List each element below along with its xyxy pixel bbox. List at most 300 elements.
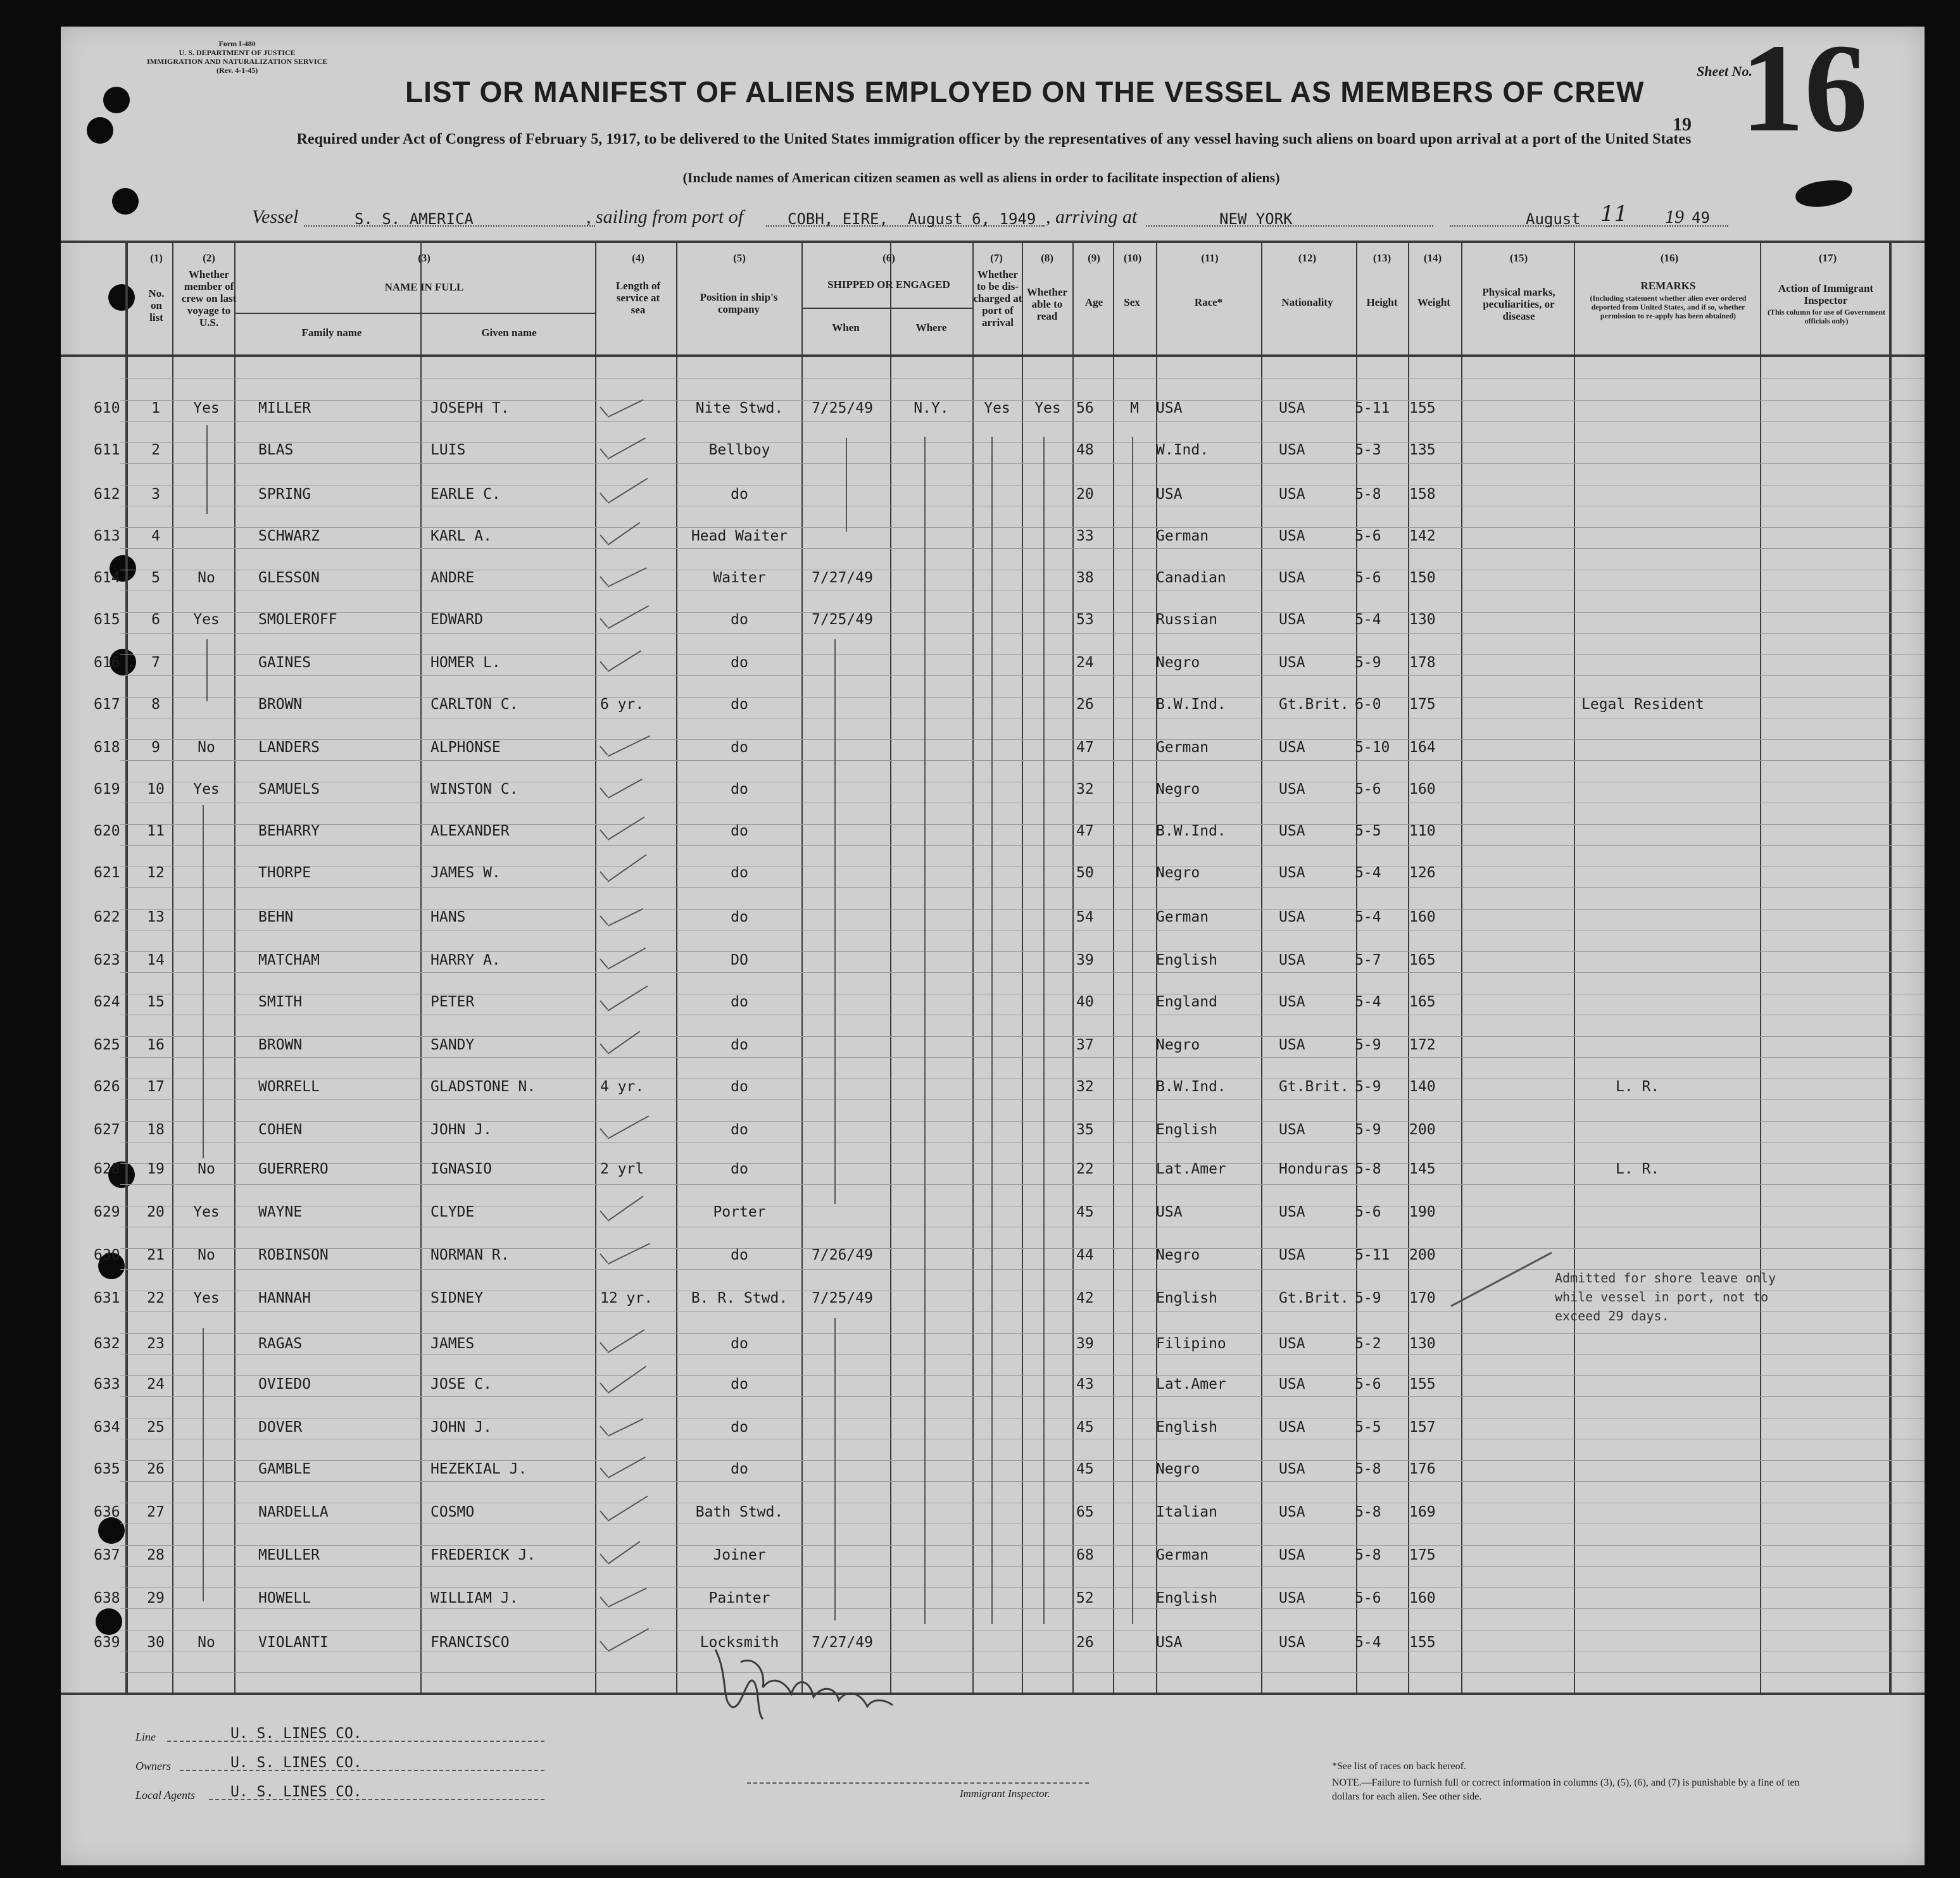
age: 47 (1076, 823, 1094, 839)
height: 5-9 (1355, 1290, 1381, 1306)
col11-number: (11) (1201, 252, 1219, 264)
row-index: 622 (94, 909, 120, 925)
age: 52 (1076, 1590, 1094, 1606)
nationality: USA (1279, 1461, 1305, 1477)
race: English (1156, 1122, 1217, 1138)
position: do (731, 865, 748, 881)
row-number: 9 (151, 739, 160, 756)
given-name: LUIS (430, 442, 466, 458)
row-number: 16 (147, 1037, 165, 1053)
given-name: JOHN J. (430, 1419, 492, 1436)
col7-number: (7) (990, 252, 1003, 264)
ruled-line (120, 845, 1925, 846)
age: 26 (1076, 696, 1094, 713)
ditto-stroke (206, 639, 208, 701)
position: do (731, 781, 748, 798)
age: 43 (1076, 1376, 1094, 1393)
discharged: Yes (984, 400, 1010, 416)
header-bottom-border (61, 354, 1925, 357)
col17-header: Action of Immigrant Inspector (1778, 282, 1874, 306)
age: 54 (1076, 909, 1094, 925)
row-index: 615 (94, 611, 120, 628)
nationality: USA (1279, 909, 1305, 925)
given-name: JOSE C. (430, 1376, 492, 1393)
given-name: WINSTON C. (430, 781, 518, 798)
family-name: GAINES (258, 654, 311, 671)
col4-header: Length of service at sea (615, 280, 661, 316)
given-name: SANDY (430, 1037, 475, 1053)
weight: 160 (1409, 781, 1436, 798)
requirement-text: Required under Act of Congress of February 5, 1917, to be delivered to the United States immigration officer by the representatives of any vessel having such aliens on board upon arrival at a port of the United States (296, 131, 1692, 147)
age: 53 (1076, 611, 1094, 628)
ruled-line (120, 1121, 1925, 1122)
age: 26 (1076, 1634, 1094, 1651)
prior-voyage: Yes (193, 1204, 220, 1220)
weight: 164 (1409, 739, 1436, 756)
sheet-number: 16 (1741, 18, 1868, 158)
family-name: GLESSON (258, 570, 320, 586)
age: 35 (1076, 1122, 1094, 1138)
column-rule (972, 241, 974, 1693)
arriving-label: , arriving at (1046, 206, 1138, 227)
position: do (731, 1247, 748, 1263)
arrival-year-suffix: 49 (1692, 209, 1710, 227)
row-index: 625 (94, 1037, 120, 1053)
row-number: 4 (151, 528, 160, 544)
col9-header: Age (1084, 296, 1103, 308)
sex: M (1130, 400, 1139, 416)
prior-voyage: Yes (193, 400, 220, 416)
ruled-line (120, 760, 1925, 761)
col8-header: Whether able to read (1026, 286, 1068, 322)
race: Italian (1156, 1504, 1217, 1520)
ruled-line (120, 972, 1925, 973)
nationality: USA (1279, 442, 1305, 458)
arrival-day: 11 (1600, 201, 1628, 227)
column-rule (420, 241, 422, 1693)
punch-hole (103, 87, 130, 113)
punch-hole (96, 1608, 122, 1635)
col7-header: Whether to be dis-charged at port of arrival (973, 268, 1022, 329)
age: 39 (1076, 952, 1094, 968)
row-index: 618 (94, 739, 120, 756)
height: 5-6 (1355, 1204, 1381, 1220)
age: 32 (1076, 781, 1094, 798)
nationality: USA (1279, 528, 1305, 544)
row-index: 617 (94, 696, 120, 713)
row-number: 5 (151, 570, 160, 586)
race: Negro (1156, 865, 1200, 881)
position: do (731, 1461, 748, 1477)
family-name: MEULLER (258, 1547, 320, 1563)
height: 5-8 (1355, 1547, 1381, 1563)
ditto-stroke (203, 1328, 204, 1601)
nationality: USA (1279, 486, 1305, 503)
length-of-service: 6 yr. (600, 696, 644, 713)
given-name: ANDRE (430, 570, 475, 586)
race: German (1156, 739, 1209, 756)
family-name: GUERRERO (258, 1161, 329, 1177)
row-index: 623 (94, 952, 120, 968)
ruled-line (120, 1396, 1925, 1397)
given-name: HOMER L. (430, 654, 501, 671)
inspector-label: Immigrant Inspector. (960, 1787, 1050, 1800)
row-index: 614 (94, 570, 120, 586)
family-name: SMOLEROFF (258, 611, 337, 628)
ruled-line (120, 1460, 1925, 1461)
row-number: 7 (151, 654, 160, 671)
given-name: JOHN J. (430, 1122, 492, 1138)
race: Lat.Amer (1156, 1376, 1226, 1393)
col10-header: Sex (1124, 296, 1140, 308)
row-number: 22 (147, 1290, 165, 1306)
column-rule (801, 241, 803, 1693)
vessel-label: Vessel (252, 206, 299, 227)
weight: 110 (1409, 823, 1436, 839)
arrival-port: NEW YORK (1219, 210, 1293, 228)
length-of-service: 4 yr. (600, 1079, 644, 1095)
ruled-line (120, 1630, 1925, 1631)
race: Filipino (1156, 1336, 1226, 1352)
ruled-line (120, 1036, 1925, 1037)
sheet-label: Sheet No. (1697, 63, 1752, 79)
col4-number: (4) (632, 252, 644, 264)
col15-header: Physical marks, peculiarities, or disease (1482, 286, 1555, 322)
ruled-line (120, 527, 1925, 528)
height: 5-11 (1355, 400, 1390, 416)
race: USA (1156, 1634, 1183, 1651)
race: USA (1156, 1204, 1183, 1220)
ruled-line (120, 548, 1925, 549)
nationality: USA (1279, 823, 1305, 839)
departure-port: COBH, EIRE, (788, 210, 888, 228)
race: Russian (1156, 611, 1217, 628)
age: 44 (1076, 1247, 1094, 1263)
age: 48 (1076, 442, 1094, 458)
nationality: USA (1279, 1547, 1305, 1563)
row-number: 17 (147, 1079, 165, 1095)
column-rule (1113, 241, 1114, 1693)
weight: 160 (1409, 909, 1436, 925)
row-index: 632 (94, 1336, 120, 1352)
prior-voyage: Yes (193, 1290, 220, 1306)
col8-number: (8) (1041, 252, 1053, 264)
ditto-stroke (924, 437, 926, 1624)
shipped-when: 7/26/49 (812, 1247, 873, 1263)
row-index: 611 (94, 442, 120, 458)
row-number: 1 (151, 400, 160, 416)
given-name: HANS (430, 909, 466, 925)
row-index: 631 (94, 1290, 120, 1306)
nationality: USA (1279, 1122, 1305, 1138)
nationality: USA (1279, 400, 1305, 416)
race: Negro (1156, 654, 1200, 671)
weight: 200 (1409, 1122, 1436, 1138)
prior-voyage: No (198, 570, 215, 586)
race: Lat.Amer (1156, 1161, 1226, 1177)
weight: 175 (1409, 696, 1436, 713)
column-rule (1760, 241, 1761, 1693)
nationality: USA (1279, 994, 1305, 1010)
position: Porter (713, 1204, 766, 1220)
col16-subheader: (Including statement whether alien ever ordered deported from United States, and if so, whether permission to re-apply has been obtained) (1590, 294, 1747, 320)
given-name: COSMO (430, 1504, 475, 1520)
family-name: NARDELLA (258, 1504, 329, 1520)
race: Negro (1156, 781, 1200, 798)
position: do (731, 1122, 748, 1138)
name-subheader-line (234, 313, 595, 314)
weight: 126 (1409, 865, 1436, 881)
col1-header: No. on list (148, 287, 165, 323)
shore-leave-remark: Admitted for shore leave only while vessel in port, not to exceed 29 days. (1555, 1270, 1776, 1324)
prior-voyage: No (198, 739, 215, 756)
age: 56 (1076, 400, 1094, 416)
weight: 135 (1409, 442, 1436, 458)
col1-number: (1) (150, 252, 163, 264)
agents-value: U. S. LINES CO. (230, 1784, 362, 1800)
family-name: SCHWARZ (258, 528, 320, 544)
family-name: WORRELL (258, 1079, 320, 1095)
shipped-when: 7/25/49 (812, 611, 873, 628)
given-name: EDWARD (430, 611, 484, 628)
family-name: LANDERS (258, 739, 320, 756)
height: 5-10 (1355, 739, 1390, 756)
column-rule (1072, 241, 1074, 1693)
family-name: BLAS (258, 442, 294, 458)
given-name: HEZEKIAL J. (430, 1461, 527, 1477)
col14-number: (14) (1423, 252, 1442, 264)
age: 37 (1076, 1037, 1094, 1053)
nationality: USA (1279, 1419, 1305, 1436)
column-rule (1461, 241, 1462, 1693)
row-number: 24 (147, 1376, 165, 1393)
given-name: IGNASIO (430, 1161, 492, 1177)
column-rule (595, 241, 596, 1693)
weight: 150 (1409, 570, 1436, 586)
age: 32 (1076, 1079, 1094, 1095)
race: Negro (1156, 1461, 1200, 1477)
row-index: 626 (94, 1079, 120, 1095)
row-number: 27 (147, 1504, 165, 1520)
position: Locksmith (700, 1634, 779, 1651)
race: German (1156, 1547, 1209, 1563)
ditto-stroke (834, 639, 836, 1204)
ditto-stroke (1132, 437, 1133, 1624)
row-index: 634 (94, 1419, 120, 1436)
height: 6-0 (1355, 696, 1381, 713)
column-rule (1022, 241, 1023, 1693)
line-label: Line (135, 1731, 156, 1743)
sailing-label: , sailing from port of (586, 206, 744, 227)
family-name: BROWN (258, 696, 303, 713)
family-name: DOVER (258, 1419, 303, 1436)
col6-number: (6) (883, 252, 895, 264)
given-name: ALEXANDER (430, 823, 510, 839)
row-number: 14 (147, 952, 165, 968)
given-name: CLYDE (430, 1204, 475, 1220)
prior-voyage: Yes (193, 781, 220, 798)
table-bottom-border (61, 1693, 1925, 1695)
family-name-header: Family name (301, 327, 362, 339)
age: 22 (1076, 1161, 1094, 1177)
ruled-line (120, 1608, 1925, 1609)
position: do (731, 654, 748, 671)
race: German (1156, 528, 1209, 544)
prior-voyage: No (198, 1634, 215, 1651)
race: English (1156, 1290, 1217, 1306)
agents-label: Local Agents (135, 1789, 196, 1801)
height: 5-8 (1355, 1504, 1381, 1520)
owners-value: U. S. LINES CO. (230, 1755, 362, 1771)
shipped-when: 7/27/49 (812, 570, 873, 586)
ditto-stroke (846, 438, 847, 532)
row-number: 13 (147, 909, 165, 925)
weight: 157 (1409, 1419, 1436, 1436)
height: 5-11 (1355, 1247, 1390, 1263)
row-number: 2 (151, 442, 160, 458)
ruled-line (120, 1057, 1925, 1058)
prior-voyage: No (198, 1247, 215, 1263)
race: USA (1156, 400, 1183, 416)
position: Joiner (713, 1547, 766, 1563)
weight: 170 (1409, 1290, 1436, 1306)
family-name: GAMBLE (258, 1461, 311, 1477)
age: 42 (1076, 1290, 1094, 1306)
family-name: HANNAH (258, 1290, 311, 1306)
ditto-stroke (991, 437, 993, 1624)
row-number: 8 (151, 696, 160, 713)
remarks: L. R. (1616, 1079, 1660, 1095)
col15-number: (15) (1509, 252, 1528, 264)
age: 50 (1076, 865, 1094, 881)
ruled-line (120, 463, 1925, 464)
nationality: Gt.Brit. (1279, 1079, 1349, 1095)
weight: 155 (1409, 1376, 1436, 1393)
row-number: 6 (151, 611, 160, 628)
position: Nite Stwd. (695, 400, 784, 416)
height: 5-4 (1355, 994, 1381, 1010)
column-rule (125, 241, 128, 1693)
col17-subheader: (This column for use of Government officials only) (1767, 308, 1886, 325)
race: B.W.Ind. (1156, 696, 1226, 713)
age: 33 (1076, 528, 1094, 544)
position: do (731, 823, 748, 839)
remarks: Legal Resident (1581, 696, 1704, 713)
col5-header: Position in ship's company (700, 291, 778, 315)
col14-header: Weight (1417, 296, 1450, 308)
punch-hole (98, 1517, 125, 1544)
age: 68 (1076, 1547, 1094, 1563)
row-index: 616 (94, 654, 120, 671)
remarks: L. R. (1616, 1161, 1660, 1177)
family-name: COHEN (258, 1122, 303, 1138)
height: 5-6 (1355, 528, 1381, 544)
row-number: 25 (147, 1419, 165, 1436)
row-number: 12 (147, 865, 165, 881)
where-header: Where (915, 322, 947, 334)
race: B.W.Ind. (1156, 1079, 1226, 1095)
col2-header: Whether member of crew on last voyage to U.S. (181, 268, 237, 329)
given-name: KARL A. (430, 528, 492, 544)
row-number: 3 (151, 486, 160, 503)
height: 5-4 (1355, 909, 1381, 925)
given-name: NORMAN R. (430, 1247, 510, 1263)
row-number: 19 (147, 1161, 165, 1177)
agents-underline (209, 1799, 544, 1800)
row-number: 18 (147, 1122, 165, 1138)
row-index: 620 (94, 823, 120, 839)
race: Canadian (1156, 570, 1226, 586)
col3-header: NAME IN FULL (384, 281, 464, 293)
position: do (731, 1161, 748, 1177)
position: do (731, 486, 748, 503)
position: do (731, 1336, 748, 1352)
race: German (1156, 909, 1209, 925)
family-name: THORPE (258, 865, 311, 881)
weight: 130 (1409, 611, 1436, 628)
table-top-border (61, 241, 1925, 243)
race: B.W.Ind. (1156, 823, 1226, 839)
nationality: USA (1279, 1247, 1305, 1263)
position: do (731, 1376, 748, 1393)
position: DO (731, 952, 748, 968)
age: 45 (1076, 1461, 1094, 1477)
nationality: USA (1279, 1590, 1305, 1606)
ruled-line (120, 633, 1925, 634)
race: English (1156, 952, 1217, 968)
row-index: 628 (94, 1161, 120, 1177)
shipped-where: N.Y. (914, 400, 949, 416)
given-name: SIDNEY (430, 1290, 484, 1306)
nationality: Honduras (1279, 1161, 1349, 1177)
family-name: MATCHAM (258, 952, 320, 968)
date-underline (1450, 225, 1728, 227)
line-underline (167, 1741, 544, 1742)
ruled-line (120, 675, 1925, 676)
nationality: USA (1279, 654, 1305, 671)
row-number: 11 (147, 823, 165, 839)
nationality: Gt.Brit. (1279, 696, 1349, 713)
height: 5-9 (1355, 654, 1381, 671)
revision: (Rev. 4-1-45) (216, 66, 258, 75)
height: 5-8 (1355, 1461, 1381, 1477)
ruled-line (120, 1375, 1925, 1376)
age: 38 (1076, 570, 1094, 586)
ruled-line (120, 654, 1925, 655)
col13-number: (13) (1373, 252, 1391, 264)
ruled-line (120, 442, 1925, 443)
ruled-line (120, 1587, 1925, 1588)
row-index: 619 (94, 781, 120, 798)
row-number: 26 (147, 1461, 165, 1477)
position: do (731, 1079, 748, 1095)
nationality: USA (1279, 1336, 1305, 1352)
given-name: WILLIAM J. (430, 1590, 518, 1606)
position: do (731, 1419, 748, 1436)
nationality: USA (1279, 781, 1305, 798)
shipped-when: 7/25/49 (812, 400, 873, 416)
punch-hole (108, 284, 135, 311)
ruled-line (120, 1333, 1925, 1334)
column-rule (1261, 241, 1262, 1693)
inspector-signature-line (747, 1782, 1089, 1784)
row-index: 627 (94, 1122, 120, 1138)
row-index: 613 (94, 528, 120, 544)
weight: 169 (1409, 1504, 1436, 1520)
row-number: 15 (147, 994, 165, 1010)
weight: 178 (1409, 654, 1436, 671)
service-name: IMMIGRATION AND NATURALIZATION SERVICE (147, 57, 328, 66)
